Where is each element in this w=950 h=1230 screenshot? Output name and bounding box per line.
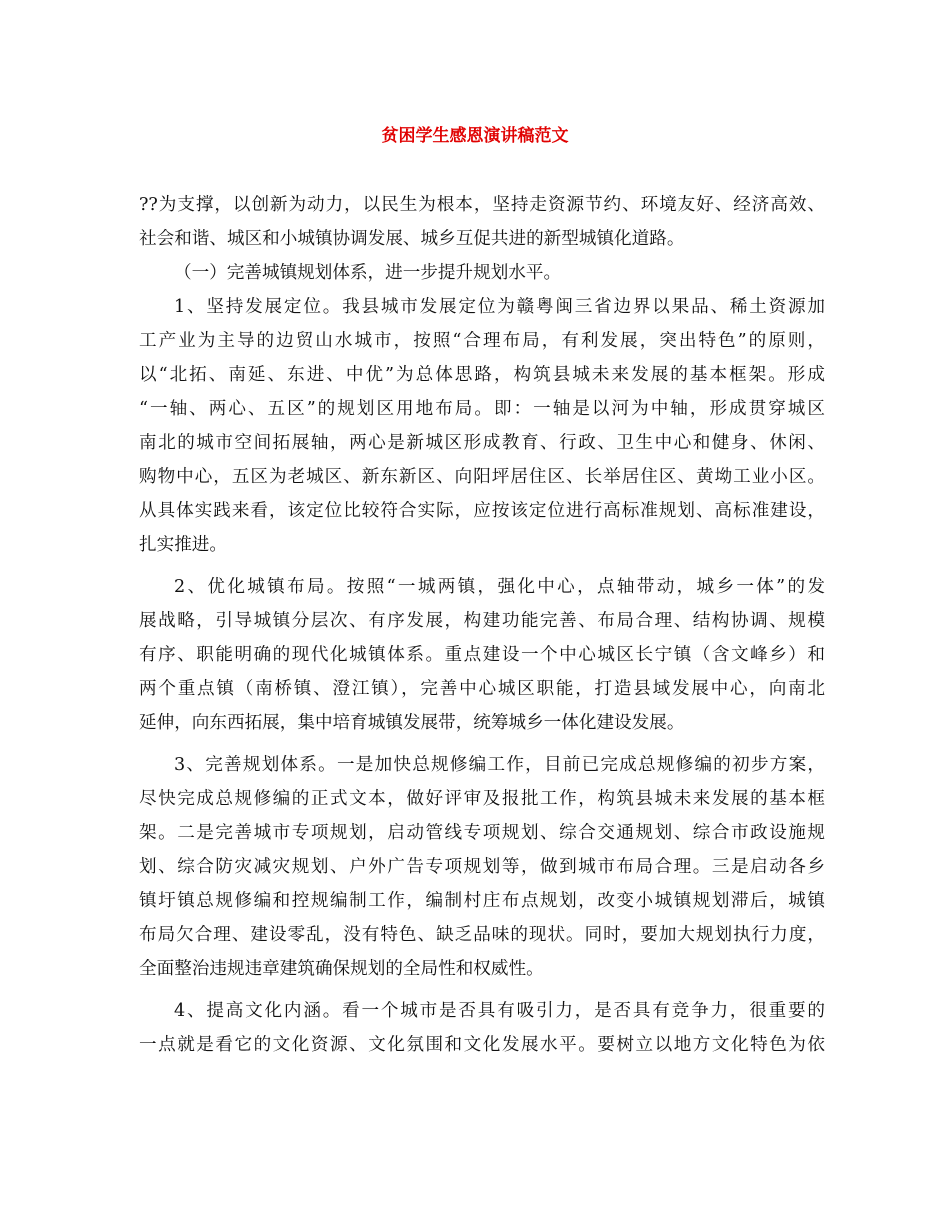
text-line: 尽快完成总规修编的正式文本，做好评审及报批工作，构筑县城未来发展的基本框 [139, 789, 825, 809]
document-body [139, 188, 825, 1062]
text-line: 全面整治违规违章建筑确保规划的全局性和权威性。 [139, 959, 544, 979]
text-line: 镇圩镇总规修编和控规编制工作，编制村庄布点规划，改变小城镇规划滞后，城镇 [139, 891, 825, 911]
text-line: 扎实推进。 [139, 535, 227, 555]
text-line: 有序、职能明确的现代化城镇体系。重点建设一个中心城区长宁镇（含文峰乡）和 [139, 645, 825, 665]
text-line: 4、提高文化内涵。看一个城市是否具有吸引力，是否具有竞争力，很重要的 [174, 1001, 825, 1021]
text-line: 展战略，引导城镇分层次、有序发展，构建功能完善、布局合理、结构协调、规模 [139, 611, 825, 631]
text-line: 1、坚持发展定位。我县城市发展定位为赣粤闽三省边界以果品、稀土资源加 [174, 297, 825, 317]
document-title: 贫困学生感恩演讲稿范文 [381, 126, 569, 146]
paragraph-gap [139, 740, 825, 748]
text-line: 两个重点镇（南桥镇、澄江镇），完善中心城区职能，打造县域发展中心，向南北 [139, 679, 825, 699]
text-line: “一轴、两心、五区”的规划区用地布局。即：一轴是以河为中轴，形成贯穿城区 [139, 399, 825, 419]
text-line: 划、综合防灾减灾规划、户外广告专项规划等，做到城市布局合理。三是启动各乡 [139, 857, 825, 877]
paragraph-gap [139, 562, 825, 570]
text-line: 2、优化城镇布局。按照“一城两镇，强化中心，点轴带动，城乡一体”的发 [174, 577, 825, 597]
text-line: 一点就是看它的文化资源、文化氛围和文化发展水平。要树立以地方文化特色为依 [139, 1035, 825, 1055]
text-line: 社会和谐、城区和小城镇协调发展、城乡互促共进的新型城镇化道路。 [139, 229, 685, 249]
text-line: 从具体实践来看，该定位比较符合实际，应按该定位进行高标准规划、高标准建设， [139, 501, 825, 521]
text-line: ??为支撑，以创新为动力，以民生为根本，坚持走资源节约、环境友好、经济高效、 [139, 195, 825, 215]
text-line: 架。二是完善城市专项规划，启动管线专项规划、综合交通规划、综合市政设施规 [139, 823, 825, 843]
text-line: 南北的城市空间拓展轴，两心是新城区形成教育、行政、卫生中心和健身、休闲、 [139, 433, 825, 453]
text-line: 购物中心，五区为老城区、新东新区、向阳坪居住区、长举居住区、黄坳工业小区。 [139, 467, 825, 487]
text-line: 以“北拓、南延、东进、中优”为总体思路，构筑县城未来发展的基本框架。形成 [139, 365, 825, 385]
text-line: 延伸，向东西拓展，集中培育城镇发展带，统筹城乡一体化建设发展。 [139, 713, 685, 733]
text-line: 3、完善规划体系。一是加快总规修编工作，目前已完成总规修编的初步方案， [174, 755, 825, 775]
section-heading: （一）完善城镇规划体系，进一步提升规划水平。 [174, 263, 562, 283]
text-line: 布局欠合理、建设零乱，没有特色、缺乏品味的现状。同时，要加大规划执行力度， [139, 925, 825, 945]
paragraph-gap [139, 986, 825, 994]
text-line: 工产业为主导的边贸山水城市，按照“合理布局，有利发展，突出特色”的原则， [139, 331, 825, 351]
